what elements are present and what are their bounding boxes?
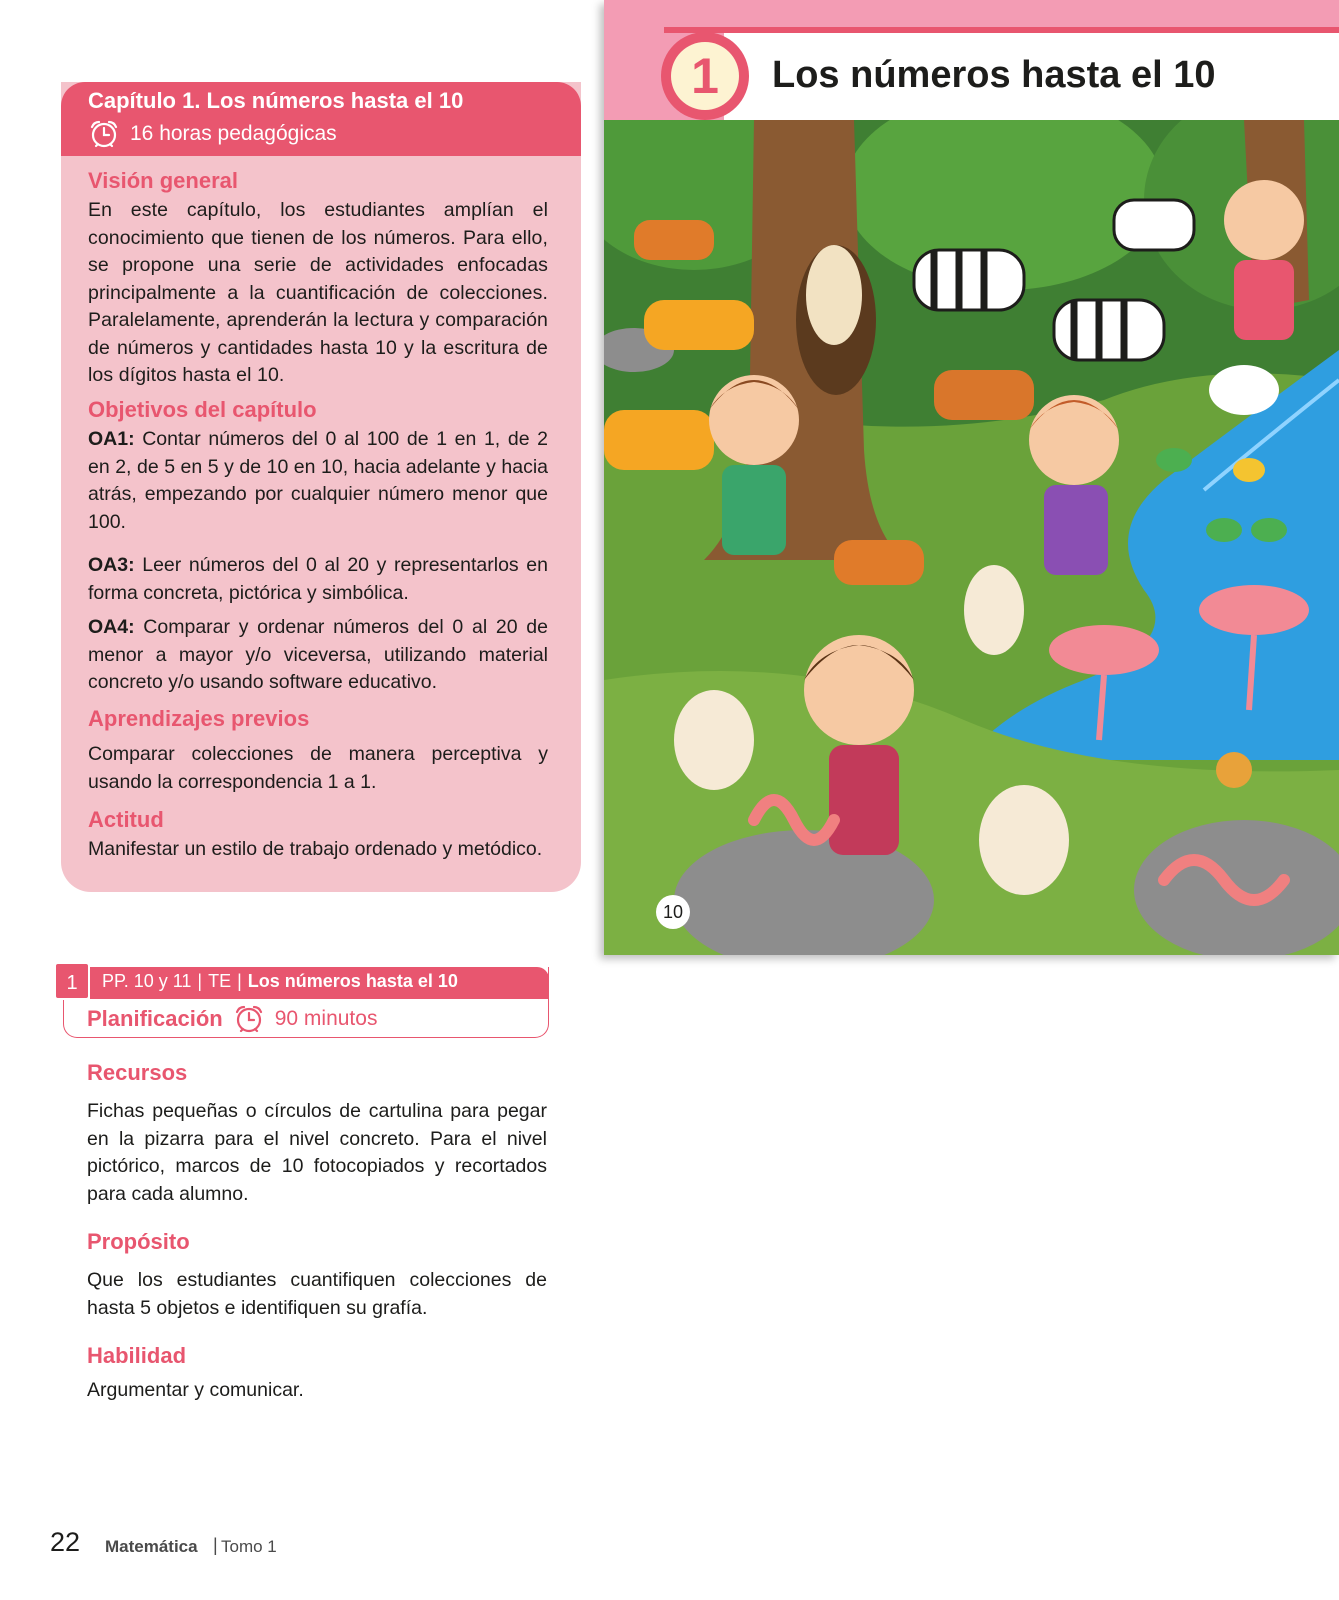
skill-text: Argumentar y comunicar.	[87, 1379, 304, 1401]
planning-pages: PP. 10 y 11	[102, 971, 192, 991]
footer-divider: |	[213, 1535, 218, 1555]
chapter-title: Capítulo 1. Los números hasta el 10	[88, 88, 464, 113]
purpose-heading: Propósito	[87, 1229, 190, 1254]
page-number: 22	[50, 1527, 81, 1557]
objective-code: OA3:	[88, 554, 135, 576]
chapter-hours: 16 horas pedagógicas	[130, 122, 337, 145]
prior-learning-heading: Aprendizajes previos	[88, 706, 310, 731]
objective-code: OA4:	[88, 616, 135, 638]
planning-row	[87, 1003, 377, 1035]
planning-topic: Los números hasta el 10	[247, 971, 458, 991]
objective-text: Contar números del 0 al 100 de 1 en 1, de 2 en 2, de 5 en 5 y de 10 en 10, hacia adelante y hacia atrás, empezando por cualquier número menor que 100.	[88, 428, 548, 533]
resources-heading: Recursos	[87, 1060, 188, 1085]
purpose-text: Que los estudiantes cuantifiquen colecciones de hasta 5 objetos e identifiquen su grafía.	[87, 1269, 547, 1319]
footer-subject: Matemática	[105, 1537, 198, 1556]
planning-bar-text	[102, 971, 458, 992]
student-page-title: Los números hasta el 10	[772, 54, 1216, 96]
objective-text: Leer números del 0 al 20 y representarlos en forma concreta, pictórica y simbólica.	[88, 554, 548, 604]
overview-heading: Visión general	[88, 168, 238, 193]
planning-minutes: 90 minutos	[274, 1007, 378, 1030]
planning-separator: |	[197, 971, 203, 991]
objective-code: OA1:	[88, 428, 135, 450]
chapter-badge-number: 1	[671, 42, 739, 110]
objective-oa3	[88, 552, 548, 607]
planning-number: 1	[54, 962, 90, 1000]
alarm-clock-icon	[233, 1004, 265, 1034]
forest-illustration	[604, 120, 1339, 955]
objectives-heading: Objetivos del capítulo	[88, 397, 317, 422]
planning-separator: |	[237, 971, 242, 991]
skill-heading: Habilidad	[87, 1343, 187, 1368]
objective-oa4	[88, 614, 548, 697]
chapter-hours-row	[88, 118, 337, 150]
title-strip	[664, 27, 1339, 33]
planning-label: Planificación	[87, 1006, 223, 1031]
prior-learning-text: Comparar colecciones de manera perceptiva y usando la correspondencia 1 a 1.	[88, 743, 548, 793]
objective-text: Comparar y ordenar números del 0 al 20 de menor a mayor y/o viceversa, utilizando material concreto y/o usando software educativo.	[88, 616, 548, 693]
resources-text: Fichas pequeñas o círculos de cartulina para pegar en la pizarra para el nivel concreto. Para el nivel pictórico, marcos de 10 fotocopiados y recortados para cada alumno.	[87, 1100, 547, 1205]
objective-oa1	[88, 426, 548, 536]
student-page-thumbnail	[604, 0, 1339, 955]
footer-volume: Tomo 1	[221, 1537, 277, 1556]
attitude-heading: Actitud	[88, 807, 164, 832]
alarm-clock-icon	[88, 119, 120, 149]
student-page-number: 10	[656, 895, 690, 929]
overview-text: En este capítulo, los estudiantes amplían el conocimiento que tienen de los números. Para ello, se propone una serie de actividades enfocadas principalmente a la cuantificación de colecciones. Paralelamente, aprenderán la lectura y comparación de números y cantidades hasta 10 y la escritura de los dígitos hasta el 10.	[88, 199, 548, 386]
attitude-text: Manifestar un estilo de trabajo ordenado y metódico.	[88, 838, 543, 860]
planning-book: TE	[208, 971, 232, 991]
